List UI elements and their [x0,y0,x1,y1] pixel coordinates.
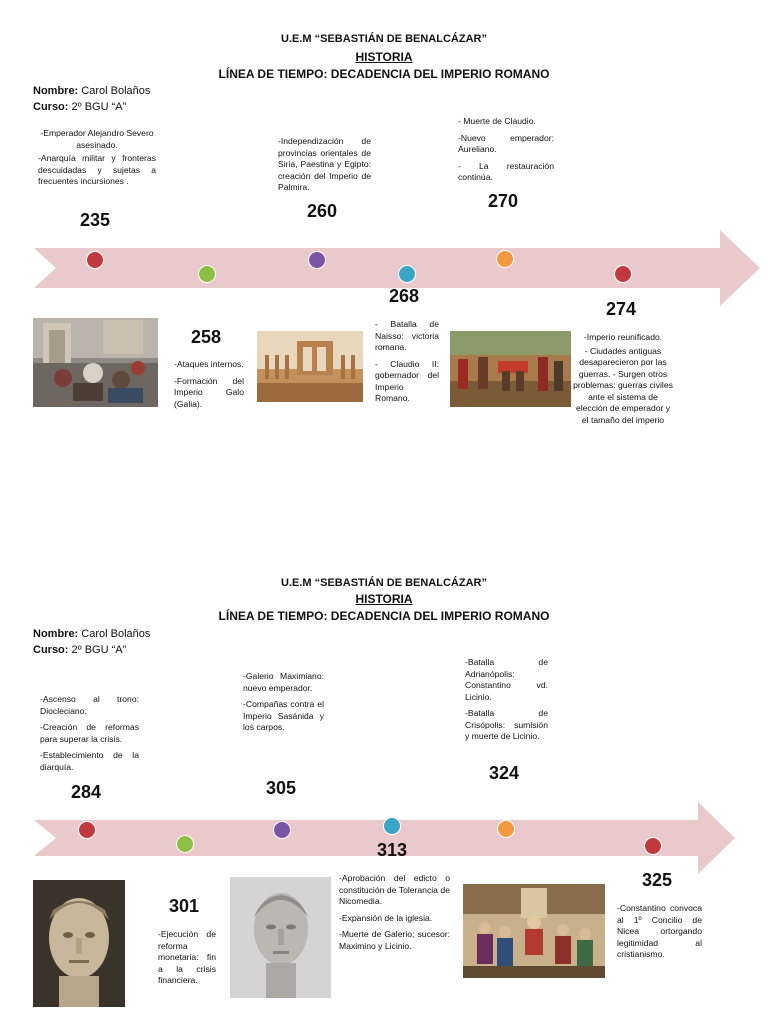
name-label: Nombre: [33,85,79,97]
timeline-dot-305 [273,821,291,839]
subject-title: HISTORIA [355,50,413,64]
year-258: 258 [191,327,222,347]
event-270-text: - Muerte de Claudio. -Nuevo emperador: Aureliano. - La restauración continúa. [458,116,554,182]
event-260-text: -Independización de provincias orientales de Siria, Paestina y Egipto: creación del Imperio de Palmira. [278,136,371,192]
timeline-dot-270 [496,250,514,268]
event-235-text: -Emperador Alejandro Severo asesinado. -Anarquía militar y fronteras descuidadas y sujetas a frecuentes incursiones . [38,128,156,186]
document-title: LÍNEA DE TIEMPO: DECADENCIA DEL IMPERIO ROMANO [218,609,550,623]
event-313-text: -Aprobación del edicto o constitución de Tolerancia de Nicomedia. -Expansión de la iglesia. -Muerte de Galerio; sucesor: Maximino y Licinio. [339,873,450,951]
course-label: Curso: [33,644,69,656]
name-label: Nombre: [33,628,79,640]
timeline-arrow [0,230,768,310]
emperor-marble-head-image [230,877,331,998]
year-301: 301 [169,896,200,916]
year-260: 260 [307,201,338,221]
student-name: Carol Bolaños [81,85,151,97]
year-305: 305 [266,778,297,798]
timeline-dot-268 [398,265,416,283]
timeline-dot-325 [644,837,662,855]
timeline-dot-235 [86,251,104,269]
palmyra-ruins-photo [257,331,363,402]
year-268: 268 [389,286,420,306]
timeline-dot-274 [614,265,632,283]
year-274: 274 [606,299,637,319]
timeline-dot-301 [176,835,194,853]
student-name: Carol Bolaños [81,628,151,640]
event-268-text: - Batalla de Naisso: victoria romana. - Claudio II: gobernador del Imperio Romano. [375,319,439,403]
student-info [33,626,150,658]
year-235: 235 [80,210,111,230]
diocletian-bust-image [33,880,125,1007]
student-info [33,83,150,115]
timeline-dot-313 [383,817,401,835]
subject-title: HISTORIA [355,592,413,606]
timeline-dot-284 [78,821,96,839]
year-324: 324 [489,763,520,783]
year-284: 284 [71,782,102,802]
event-284-text: -Ascenso al trono: Diocleciano. -Creación de reformas para superar la crisis. -Establecimiento de la diarquía. [40,694,139,772]
student-course: 2º BGU “A” [71,101,127,113]
roman-army-scene [450,331,571,407]
timeline-dot-258 [198,265,216,283]
event-258-text: -Ataques internos. -Formación del Imperio Galo (Galia). [174,359,244,409]
year-313: 313 [377,840,408,860]
event-324-text: -Batalla de Adrianópolis: Constantino vd. Licinio. -Batalla de Crisópolis: sumisión y muerte de Licinio. [465,657,548,741]
timeline-section-2 [0,544,768,1024]
school-name: U.E.M “SEBASTIÁN DE BENALCÁZAR” [281,33,487,45]
year-270: 270 [488,191,519,211]
year-325: 325 [642,870,673,890]
document-title: LÍNEA DE TIEMPO: DECADENCIA DEL IMPERIO ROMANO [218,67,550,81]
timeline-section-1 [0,0,768,480]
event-301-text: -Ejecución de reforma monetaria: fin a la crisis financiera. [158,929,216,985]
student-course: 2º BGU “A” [71,644,127,656]
timeline-dot-324 [497,820,515,838]
event-274-text: -Imperio reunificado. - Ciudades antiguas desaparecieron por las guerras. - Surgen otros problemas: guerras civiles ante el sistema de elección de emperador y el tamaño del imperio [573,332,673,425]
course-label: Curso: [33,101,69,113]
event-305-text: -Galerio Maximiano: nuevo emperador. -Compañas contra el Imperio Sasánida y los carpos. [243,671,324,732]
battle-painting-image [33,318,158,407]
school-name: U.E.M “SEBASTIÁN DE BENALCÁZAR” [281,577,487,589]
event-325-text: -Constantino convoca al 1º Concilio de Nicea ortorgando legitimidad al cristianismo. [617,903,702,959]
council-of-nicaea-painting [463,884,605,978]
timeline-dot-260 [308,251,326,269]
